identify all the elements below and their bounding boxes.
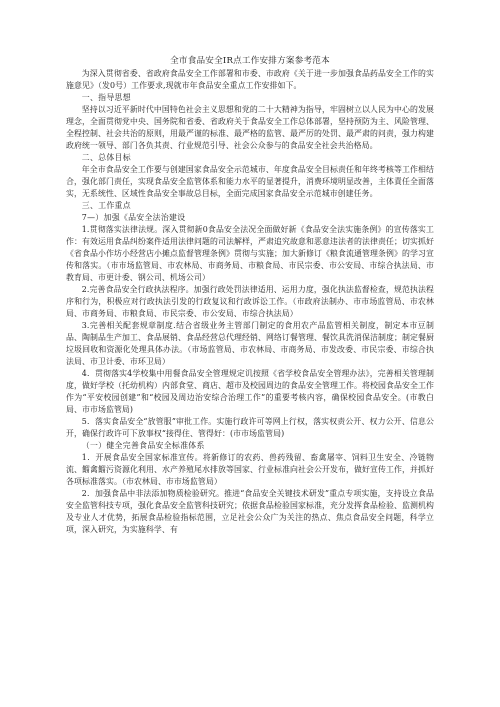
section-heading-work-priorities: 三、工作重点	[81, 201, 131, 210]
subsection-heading-legal-construction: 7—）加强《品安全法治建设	[81, 213, 186, 222]
section-heading-overall-goal: 二、总体目标	[81, 153, 131, 162]
guiding-ideology-paragraph: 坚持以习近平新时代中国特色社会主义思想和党的二十大精神为指导，牢固树立以人民为中心的发展理念，全面贯彻党中央、国务院和省委、省政府关于食品安全工作总体部署，坚持预防为主、风险管理、全程控制、社会共治的原则，用最严谨的标准、最严格的监管、最严厉的处罚、最严肃的问责，强力构建政府统一领导、部门各负其责、行业规范引导、社会公众参与的食品安全社会共治格局。	[66, 105, 434, 150]
overall-goal-paragraph: 年全市食品安全工作要与创建国家食品安全示范城市、年度食品安全目标责任和年终考核等工作相结合，强化部门责任，实现食品安全监管体系和能力水平的显著提升，消费环境明显改善，主体責任全面落实，无系统性、区域性食品安全事故总目标，全面完成国家食品安全示范城市创建任务。	[66, 165, 434, 198]
list-item-paragraph: 5．落实食品安全“放管服”审批工作。实施行政许可等网上行权，落实权责公开、权力公开、信息公开，确保行政许可下放事权“接得住、管得好：(市市场监管局)	[66, 417, 434, 438]
list-item-paragraph: 1.贯彻落实法律法规。深入贯彻新0食品安全法况全面做好新《食品安全法实施条例》的宣传落实工作：有效运用食品纠纷案件适用法律问题的司法解样，严肃追究故意和恶意违法者的法律责任；切实抓好《省食品小作坊小经营店小摊点监督管理条例》贯彻与实施；加大新修订《粮食流通管理条例》的学习宣传和落实。（市市场监管局、市农林局、市商务局、市粮食局、市民宗委、市公安局、市综合执法局、市教育局、市更计委、钢公司、机场公司）	[66, 225, 434, 282]
list-item-paragraph: 2．加强食品中非法添加物质检验研究。推进“食品安全关键技术研发”重点专项实施，支持设立食品安全监管科技专项，强化食品安全监管科技研究；依据食品检验国家标准，充分发挥食品检验、监测机构及专业人才优势，拓展食品检验指标范围，立足社会公众广为关注的热点、焦点食品安全问题，科学立项，深入研究，为实施科学、有	[66, 489, 434, 534]
subsection-heading-standards-system: （一）健全完善食品安全标准体系	[81, 441, 205, 450]
list-item-paragraph: 1．开展食品安全国家标准宣传。将新修订的农药、兽药残留、畜禽屠宰、饲料卫生安全、冷链物流、餾禽餾污资源化利用、水产养殖尾水排放等国家、行业标准向社会公开发布，做好宣传工作，并抓好各项标准落实。（市农林局、市市场监管局）	[66, 453, 434, 486]
intro-paragraph: 为深入贯彻省委、省政府食品安全工作部署和市委、市政府《关于进一步加强食品药品安全工作的实施意见》（发0号）工作要求,现就市年食品安全重点工作安排如下。	[66, 69, 434, 90]
document-title: 全市食品安全IR点工作安排方案参考范本	[170, 56, 330, 66]
list-item-paragraph: 4．贯彻落实4学校集中用餐食品安全管理规定讥按照《省学校食品安全管理办法》，完善相关管理制度，做好学校（托幼机构）内部食堂、商店、超市及校园周边的食品安全管理工作。将校园食品安全工作作为“平安校园创建”和“校园及周边治安综合治理工作”的重要考核内容，确保校园食品安全。(市教白局、市市场监管局)	[66, 369, 434, 414]
section-heading-guiding-ideology: 一、指导思想	[81, 93, 131, 102]
list-item-paragraph: 2.完善食品安全行政执法程序。加强行政处罚法律适用、运用力度，强化执法监督检查，规范执法程序和行为，积极应对行政执法引发的行政复议和行政诉讼工作。（市政府法制办、市市场监管局、市农林局、市商务局、市粮食局、市民宗委、市公安局、市综合执法局）	[66, 285, 434, 318]
list-item-paragraph: 3.完善相关配套规章制度.结合省级业务主管部门制定的食用农产品监管相关制度，制定本市豆制品、陶制品生产加工、食品展销、食品经营总代理经销、网络订餐管理、餐饮具洗消保洁制度；制定餐厨垃圾回收和资源化处理具体办法。（市场监管局、市农林局、市商务局、市发改委、市民宗委、市综合执法局、市卫计委、市环卫局）	[66, 321, 434, 366]
